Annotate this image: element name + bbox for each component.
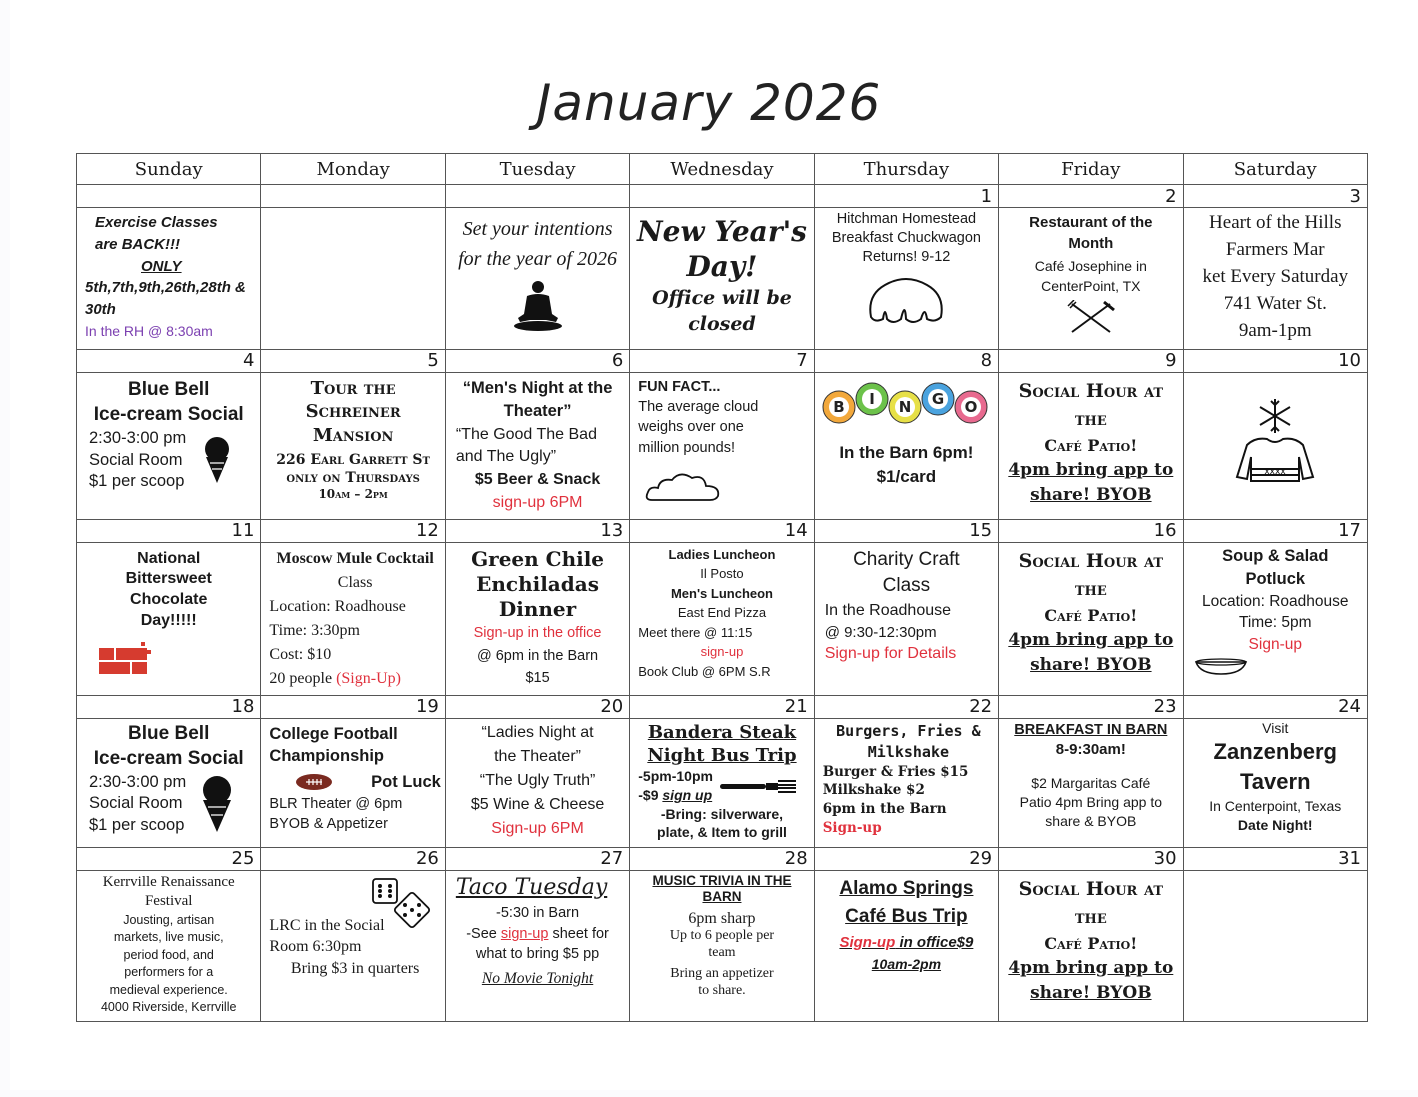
event-line: Bring an appetizer (670, 965, 774, 981)
day-cell (814, 372, 998, 519)
football-icon (294, 772, 334, 792)
week-row (77, 870, 1368, 1021)
event-line: Il Posto (700, 566, 744, 582)
event-line: BARN (702, 888, 742, 904)
event-line: @ 9:30-12:30pm (824, 624, 937, 642)
event-line: Theater” (503, 402, 572, 421)
event-line: Mansion (312, 424, 394, 446)
event-line: $1 per scoop (89, 815, 185, 834)
week-row (77, 718, 1368, 847)
event-line: ONLY (141, 257, 182, 275)
date-number: 30 (999, 847, 1183, 870)
event-line: Café Bus Trip (845, 906, 968, 928)
bowl-icon (1194, 656, 1248, 676)
event-line: In the Roadhouse (824, 601, 952, 619)
event-line: Burger & Fries $15 (822, 763, 969, 780)
day-cell (1183, 718, 1367, 847)
date-number: 31 (1183, 847, 1367, 870)
day-cell (999, 718, 1183, 847)
event-line: Dinner (498, 596, 577, 621)
event-line: Time: 5pm (1238, 614, 1312, 632)
date-number: 26 (261, 847, 445, 870)
event-line: Blue Bell (128, 378, 210, 400)
event-line: Tour the (310, 377, 396, 399)
event-line: Kerrville Renaissance (102, 873, 235, 890)
fork-icon (720, 775, 798, 797)
event-line: share! BYOB (1030, 485, 1152, 506)
weekday-sunday: Sunday (77, 154, 261, 185)
page-title: January 2026 (536, 74, 882, 132)
event-line: $5 Beer & Snack (474, 471, 601, 489)
event-line: Office will be (652, 287, 792, 309)
date-number (630, 185, 814, 208)
event-line: million pounds! (638, 439, 735, 456)
croissant-icon (865, 275, 947, 327)
day-cell (261, 870, 445, 1021)
date-number: 5 (261, 349, 445, 372)
event-line: 8-9:30am! (1055, 741, 1126, 759)
day-cell (814, 718, 998, 847)
date-number: 21 (630, 695, 814, 718)
svg-text:xxxx: xxxx (1264, 466, 1286, 477)
date-number: 14 (630, 519, 814, 542)
event-line: Café Patio! (1044, 605, 1138, 625)
signup-link[interactable]: Sign-up (839, 933, 896, 951)
event-line: National (137, 549, 201, 567)
event-line: BYOB & Appetizer (269, 815, 388, 832)
event-line: Location: Roadhouse (1202, 592, 1349, 610)
day-cell (814, 542, 998, 695)
week-row (77, 208, 1368, 350)
event-line: Alamo Springs (839, 877, 974, 899)
event-line: 2:30-3:00 pm (89, 429, 187, 448)
bingo-letter: B (833, 397, 846, 416)
date-number: 29 (814, 847, 998, 870)
date-number: 27 (445, 847, 629, 870)
event-line: Book Club @ 6PM S.R (638, 663, 771, 679)
event-line: medieval experience. (109, 982, 228, 997)
date-number-row (77, 185, 1368, 208)
event-line: Visit (1262, 719, 1289, 736)
event-line: 6pm in the Barn (822, 801, 947, 818)
event-line: Championship (269, 746, 385, 765)
event-line: 30th (85, 301, 116, 318)
event-line: the Theater” (494, 747, 581, 765)
brick-icon (95, 640, 155, 676)
event-line: LRC in the Social (269, 916, 385, 934)
fork-knife-icon (1066, 300, 1116, 336)
event-line: -Bring: silverware, (660, 806, 784, 823)
weekday-tuesday: Tuesday (445, 154, 629, 185)
event-line: for the year of 2026 (458, 248, 617, 270)
bingo-letter: O (965, 397, 978, 416)
event-line: Set your intentions (462, 218, 613, 240)
event-line: 741 Water St. (1223, 292, 1327, 314)
event-line: Festival (144, 893, 193, 910)
event-line: Enchiladas (476, 571, 599, 596)
event-line: Patio 4pm Bring app to (1019, 794, 1163, 811)
bingo-letter: I (869, 389, 876, 408)
event-line: Café Josephine in (1034, 258, 1147, 274)
event-line: 10am – 2pm (318, 487, 388, 502)
day-cell (630, 542, 814, 695)
event-line: Up to 6 people per (669, 928, 775, 944)
date-number: 16 (999, 519, 1183, 542)
week-row (77, 542, 1368, 695)
event-line: In the Barn 6pm! (839, 442, 974, 462)
day-cell (77, 372, 261, 519)
event-line: Class (882, 575, 931, 597)
weekday-friday: Friday (999, 154, 1183, 185)
date-number: 17 (1183, 519, 1367, 542)
event-line: Potluck (1245, 569, 1306, 588)
weekday-wednesday: Wednesday (630, 154, 814, 185)
event-line: Cost: $10 (269, 645, 332, 663)
event-line: Ice-cream Social (93, 404, 244, 426)
event-line: MUSIC TRIVIA IN THE (652, 872, 792, 888)
date-number (445, 185, 629, 208)
event-line: 6pm sharp (688, 909, 756, 927)
date-number-row (77, 519, 1368, 542)
event-line: Café Patio! (1044, 933, 1138, 953)
event-line: Taco Tuesday (455, 874, 608, 900)
event-line: Ladies Luncheon (668, 546, 776, 562)
day-cell (1183, 870, 1367, 1021)
event-line: $1 per scoop (89, 472, 185, 490)
event-line: Chocolate (130, 591, 208, 609)
event-line: Social Hour at the (1018, 877, 1164, 929)
date-number: 24 (1183, 695, 1367, 718)
date-number: 1 (814, 185, 998, 208)
signup-link[interactable]: Sign-up 6PM (491, 819, 584, 837)
day-cell (77, 870, 261, 1021)
day-cell (999, 372, 1183, 519)
date-number: 11 (77, 519, 261, 542)
event-line: BLR Theater @ 6pm (269, 796, 403, 813)
day-cell (445, 718, 629, 847)
day-cell (630, 372, 814, 519)
day-cell (445, 372, 629, 519)
event-line: Pot Luck (371, 773, 441, 792)
date-number: 25 (77, 847, 261, 870)
event-line: Milkshake $2 (822, 782, 925, 799)
signup-link[interactable]: Sign-up (822, 820, 882, 837)
event-line: sheet for (552, 925, 609, 942)
event-line: to share. (698, 982, 746, 998)
event-line: Restaurant of the (1029, 214, 1153, 231)
event-line: CenterPoint, TX (1041, 277, 1141, 294)
event-line: Social Room (89, 450, 183, 469)
event-line: Men's Luncheon (670, 585, 773, 601)
day-cell (814, 208, 998, 350)
event-line: 4pm bring app to (1008, 957, 1174, 978)
date-number: 10 (1183, 349, 1367, 372)
event-line: Jousting, artisan (123, 912, 215, 927)
event-line: performers for a (124, 965, 214, 980)
event-line: Hitchman Homestead (836, 211, 977, 227)
event-line: New Year's (637, 215, 807, 248)
event-line: team (708, 944, 736, 960)
event-line: Café Patio! (1044, 435, 1138, 455)
event-line: The average cloud (638, 399, 759, 416)
calendar-grid (76, 153, 1368, 1022)
event-line: Bandera Steak (647, 721, 797, 743)
event-line: $1/card (876, 467, 937, 487)
signup-link[interactable]: Sign-up in the office (473, 624, 602, 641)
date-number-row (77, 695, 1368, 718)
date-number-row (77, 349, 1368, 372)
event-line: Zanzenberg (1213, 739, 1337, 765)
day-cell (1183, 542, 1367, 695)
event-line: $2 Margaritas Café (1031, 775, 1151, 792)
event-line: share! BYOB (1030, 655, 1152, 676)
event-line: Bittersweet (125, 570, 212, 588)
day-cell (77, 718, 261, 847)
event-line: Blue Bell (128, 722, 210, 744)
day-cell (261, 718, 445, 847)
event-line: Tavern (1240, 769, 1311, 795)
date-number: 6 (445, 349, 629, 372)
event-line: in office$9 (899, 933, 974, 951)
event-line: what to bring $5 pp (475, 945, 600, 962)
event-line: ket Every Saturday (1202, 265, 1349, 287)
event-line: Date Night! (1237, 816, 1313, 833)
event-line: Room 6:30pm (269, 938, 362, 956)
date-number: 13 (445, 519, 629, 542)
date-number (77, 185, 261, 208)
event-line: Farmers Mar (1225, 238, 1325, 260)
day-cell (630, 208, 814, 350)
date-number: 20 (445, 695, 629, 718)
date-number: 28 (630, 847, 814, 870)
date-number: 15 (814, 519, 998, 542)
date-number (261, 185, 445, 208)
event-line: @ 6pm in the Barn (476, 647, 599, 664)
event-line: Social Room (89, 794, 183, 813)
event-line: closed (688, 312, 756, 335)
event-line: Breakfast Chuckwagon (831, 229, 981, 246)
day-cell (1183, 372, 1367, 519)
event-line: Milkshake (867, 742, 950, 761)
date-number: 12 (261, 519, 445, 542)
signup-link[interactable]: sign up (662, 787, 713, 804)
day-cell (999, 542, 1183, 695)
signup-link[interactable]: (Sign-Up) (336, 669, 401, 687)
date-number: 2 (999, 185, 1183, 208)
event-line: Charity Craft (853, 548, 960, 570)
event-line: Heart of the Hills (1209, 212, 1342, 233)
event-line: -$9 (638, 787, 659, 804)
signup-link[interactable]: Sign-up (1248, 636, 1302, 654)
weekday-thursday: Thursday (814, 154, 998, 185)
event-line: College Football (269, 724, 398, 743)
signup-link[interactable]: sign-up (700, 644, 744, 660)
event-line: Returns! 9-12 (862, 248, 951, 265)
day-cell (261, 372, 445, 519)
day-cell (630, 870, 814, 1021)
event-line: 5th,7th,9th,26th,28th & (85, 279, 246, 297)
event-line: 4pm bring app to (1008, 629, 1174, 650)
event-line: Night Bus Trip (647, 744, 797, 766)
event-line: Exercise Classes (95, 214, 218, 231)
event-line: FUN FACT... (638, 378, 721, 395)
event-line: “The Ugly Truth” (479, 771, 596, 789)
snowflake-sweater-icon (1233, 397, 1317, 483)
date-number: 8 (814, 349, 998, 372)
event-line: 4pm bring app to (1008, 459, 1174, 480)
event-line: Bring $3 in quarters (290, 959, 420, 977)
day-cell (999, 208, 1183, 350)
event-line: weighs over one (638, 419, 744, 436)
day-cell (261, 542, 445, 695)
bingo-balls-icon (821, 379, 991, 429)
date-number: 22 (814, 695, 998, 718)
date-number: 4 (77, 349, 261, 372)
ice-cream-icon (202, 435, 232, 485)
event-line: In the RH @ 8:30am (85, 322, 213, 339)
meditation-icon (510, 280, 566, 332)
day-cell (261, 208, 445, 350)
weekday-header-row (77, 154, 1368, 185)
event-line: “The Good The Bad (455, 425, 597, 443)
event-line: Soup & Salad (1222, 546, 1329, 565)
event-line: “Ladies Night at (481, 723, 594, 741)
day-cell (445, 208, 629, 350)
event-line: 20 people (269, 669, 333, 687)
event-line: -5pm-10pm (638, 768, 713, 785)
event-line: 226 Earl Garrett St (276, 452, 430, 469)
weekday-saturday: Saturday (1183, 154, 1367, 185)
event-line: 10am-2pm (871, 956, 942, 973)
event-line: Location: Roadhouse (269, 597, 406, 615)
date-number: 3 (1183, 185, 1367, 208)
day-cell (630, 718, 814, 847)
event-line: -5:30 in Barn (496, 905, 580, 922)
day-cell (999, 870, 1183, 1021)
event-line: period food, and (123, 947, 214, 962)
date-number-row (77, 847, 1368, 870)
event-line: Moscow Mule Cocktail (276, 549, 434, 567)
event-line: Green Chile (471, 546, 605, 571)
event-line: 4000 Riverside, Kerrville (100, 1000, 237, 1015)
event-line: share! BYOB (1030, 983, 1152, 1004)
day-cell (445, 870, 629, 1021)
bingo-letter: G (932, 389, 945, 408)
event-line: sign-up 6PM (492, 493, 583, 511)
day-cell (77, 542, 261, 695)
event-line: In Centerpoint, Texas (1209, 797, 1342, 814)
event-line: Class (337, 573, 373, 591)
day-cell (814, 870, 998, 1021)
event-line: East End Pizza (677, 605, 767, 621)
event-line: No Movie Tonight (481, 970, 594, 988)
event-line: Social Hour at the (1018, 549, 1164, 601)
week-row (77, 372, 1368, 519)
event-line: $15 (525, 669, 550, 686)
event-line: Time: 3:30pm (269, 621, 360, 639)
cloud-icon (644, 470, 724, 504)
event-line: only on Thursdays (286, 470, 420, 487)
signup-link[interactable]: sign-up (500, 925, 549, 942)
weekday-monday: Monday (261, 154, 445, 185)
event-line: Schreiner (305, 401, 401, 423)
day-cell (77, 208, 261, 350)
event-line: BREAKFAST IN BARN (1014, 721, 1168, 738)
event-line: Month (1068, 235, 1114, 252)
date-number: 9 (999, 349, 1183, 372)
event-line: Social Hour at the (1018, 379, 1164, 431)
event-line: Meet there @ 11:15 (638, 624, 753, 640)
date-number: 18 (77, 695, 261, 718)
event-line: share & BYOB (1045, 813, 1137, 830)
ice-cream-icon (199, 774, 235, 834)
date-number: 23 (999, 695, 1183, 718)
bingo-letter: N (899, 397, 912, 416)
event-line: markets, live music, (113, 930, 224, 945)
day-cell (445, 542, 629, 695)
event-line: Burgers, Fries & (836, 721, 981, 740)
day-cell (1183, 208, 1367, 350)
event-line: 2:30-3:00 pm (89, 772, 187, 791)
event-line: -See (466, 925, 497, 942)
event-line: “Men's Night at the (462, 378, 613, 397)
event-line: Day! (686, 250, 758, 283)
date-number: 19 (261, 695, 445, 718)
event-line: are BACK!!! (95, 235, 181, 253)
signup-link[interactable]: Sign-up for Details (824, 645, 957, 663)
event-line: 9am-1pm (1238, 319, 1312, 341)
event-line: and The Ugly” (455, 448, 557, 466)
event-line: $5 Wine & Cheese (470, 795, 605, 813)
event-line: plate, & Item to grill (657, 824, 787, 841)
event-line: Day!!!!! (140, 611, 197, 629)
event-line: Ice-cream Social (93, 748, 244, 770)
date-number: 7 (630, 349, 814, 372)
